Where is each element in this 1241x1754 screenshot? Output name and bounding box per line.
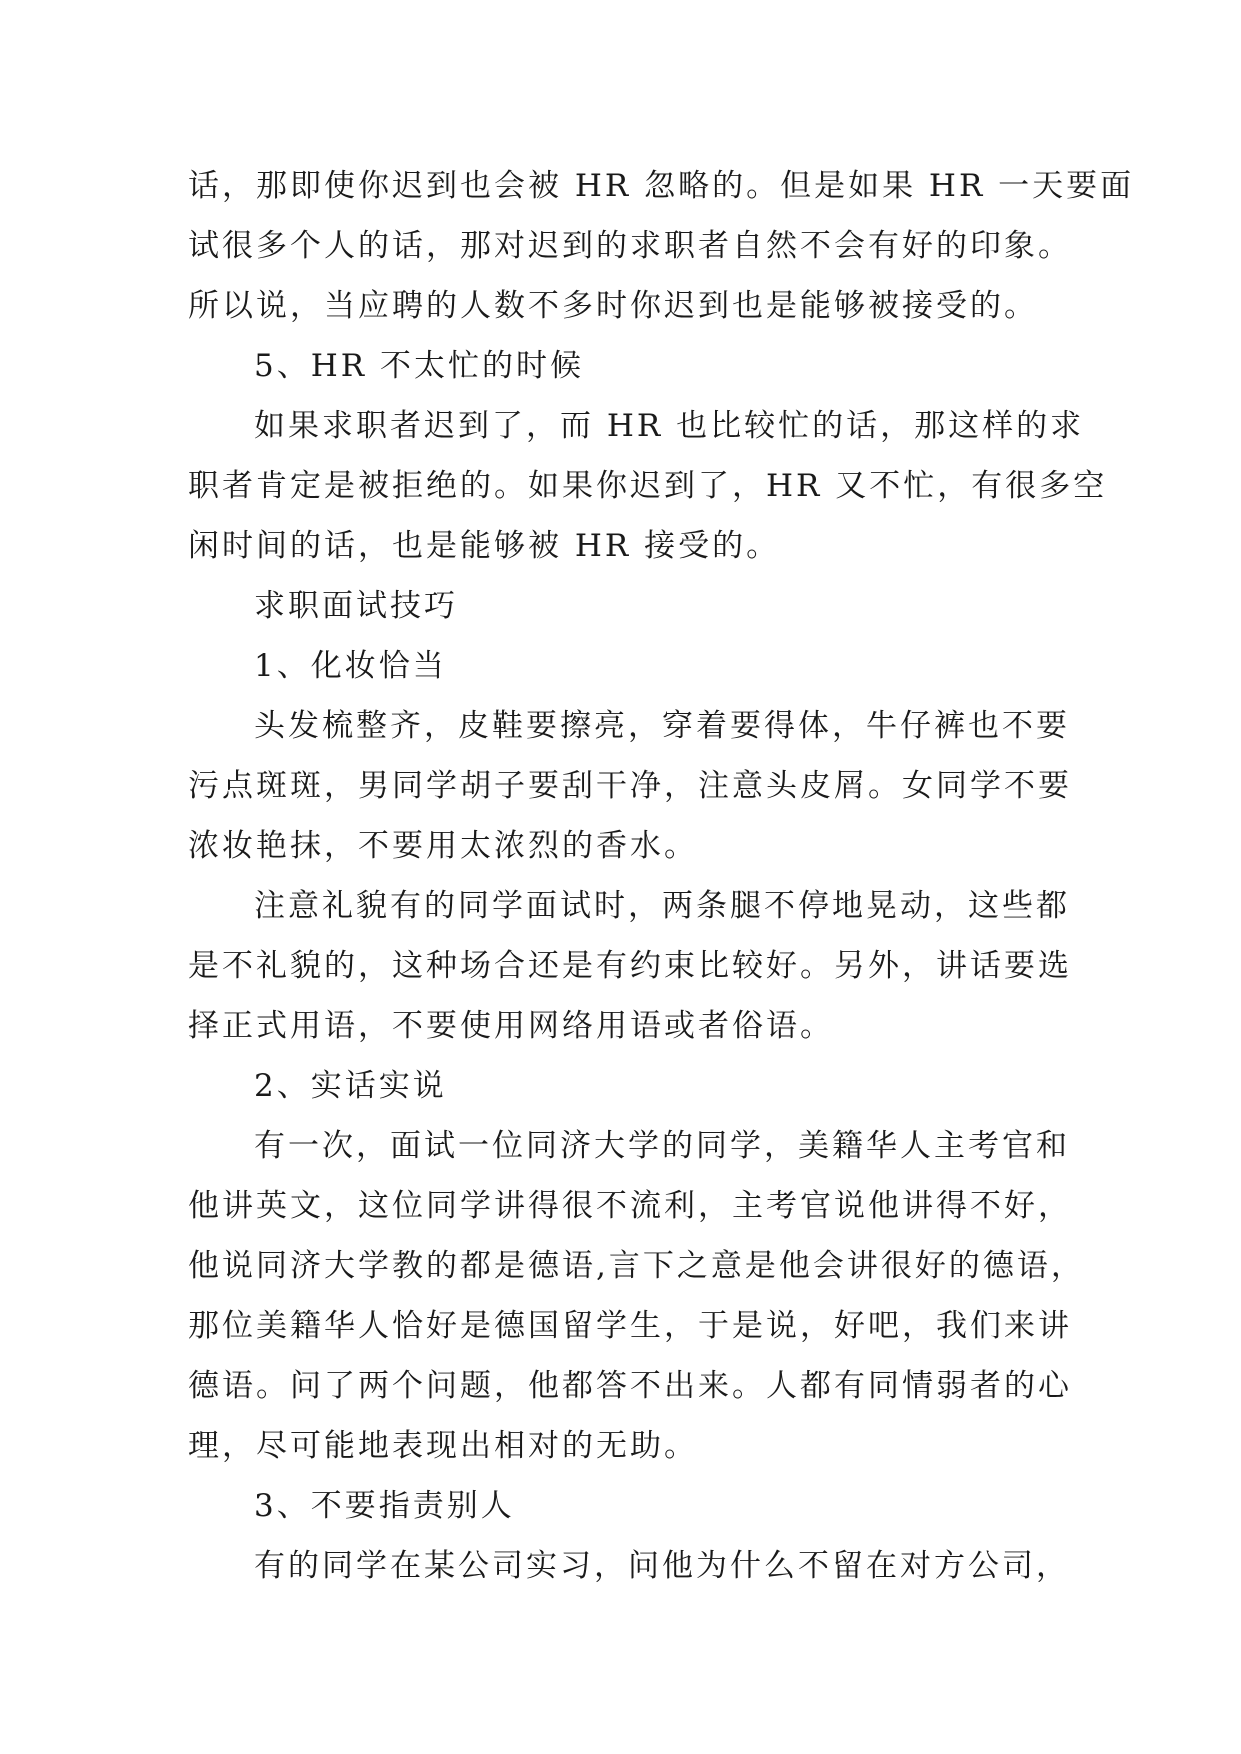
paragraph-line: 话，那即使你迟到也会被 HR 忽略的。但是如果 HR 一天要面 [188, 168, 1135, 204]
paragraph-line: 有一次，面试一位同济大学的同学，美籍华人主考官和 [254, 1128, 1070, 1164]
paragraph-line: 职者肯定是被拒绝的。如果你迟到了，HR 又不忙，有很多空 [188, 468, 1108, 504]
paragraph-line: 择正式用语，不要使用网络用语或者俗语。 [188, 1008, 834, 1044]
paragraph-line: 是不礼貌的，这种场合还是有约束比较好。另外，讲话要选 [188, 948, 1072, 984]
paragraph-line: 闲时间的话，也是能够被 HR 接受的。 [188, 528, 781, 564]
section-title: 求职面试技巧 [254, 588, 458, 624]
section-heading: 1、化妆恰当 [254, 648, 447, 684]
document-body [188, 156, 1135, 1596]
paragraph-line: 他说同济大学教的都是德语,言下之意是他会讲很好的德语， [188, 1248, 1085, 1284]
paragraph-line: 德语。问了两个问题，他都答不出来。人都有同情弱者的心 [188, 1368, 1072, 1404]
paragraph-line: 污点斑斑，男同学胡子要刮干净，注意头皮屑。女同学不要 [188, 768, 1072, 804]
paragraph-line: 浓妆艳抹，不要用太浓烈的香水。 [188, 828, 698, 864]
section-heading: 5、HR 不太忙的时候 [254, 348, 584, 384]
paragraph-line: 试很多个人的话，那对迟到的求职者自然不会有好的印象。 [188, 228, 1072, 264]
paragraph-line: 所以说，当应聘的人数不多时你迟到也是能够被接受的。 [188, 288, 1038, 324]
paragraph-line: 如果求职者迟到了，而 HR 也比较忙的话，那这样的求 [254, 408, 1085, 444]
section-heading: 2、实话实说 [254, 1068, 447, 1104]
paragraph-line: 理，尽可能地表现出相对的无助。 [188, 1428, 698, 1464]
paragraph-line: 那位美籍华人恰好是德国留学生，于是说，好吧，我们来讲 [188, 1308, 1072, 1344]
paragraph-line: 注意礼貌有的同学面试时，两条腿不停地晃动，这些都 [254, 888, 1070, 924]
paragraph-line: 有的同学在某公司实习，问他为什么不留在对方公司， [254, 1548, 1070, 1584]
paragraph-line: 头发梳整齐，皮鞋要擦亮，穿着要得体，牛仔裤也不要 [254, 708, 1070, 744]
paragraph-line: 他讲英文，这位同学讲得很不流利，主考官说他讲得不好， [188, 1188, 1072, 1224]
section-heading: 3、不要指责别人 [254, 1488, 515, 1524]
